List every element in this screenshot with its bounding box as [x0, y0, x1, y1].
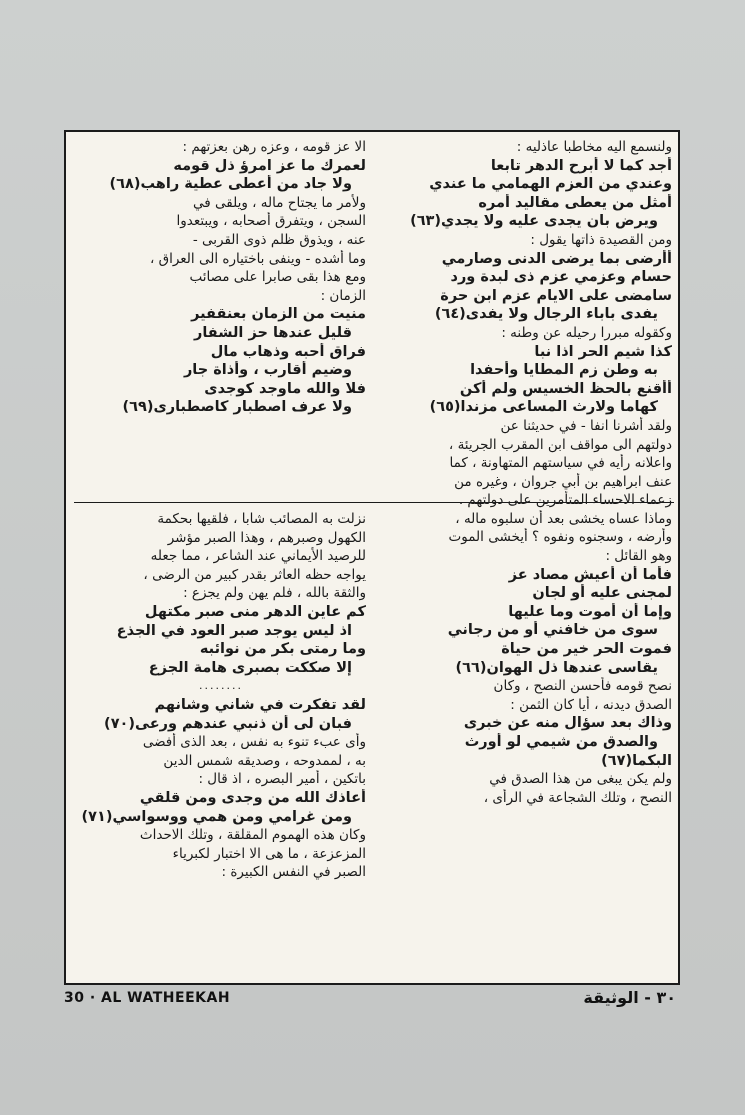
verse-line: أعاذك الله من وجدى ومن قلقي: [139, 789, 366, 806]
verse-line: ولا عرف اصطبار كاصطبارى(٦٩): [122, 399, 352, 416]
text-line: والثقة بالله ، فلم يهن ولم يجزع :: [183, 585, 366, 602]
verse-line: أجد كما لا أبرح الدهر تابعا: [490, 157, 672, 174]
text-line: واعلانه رأيه في سياستهم المتهاونة ، كما: [449, 455, 672, 472]
text-line: ولقد أشرنا انفا - في حديثنا عن: [500, 417, 672, 434]
verse-line: به وطن زم المطايا وأحفدا: [470, 362, 658, 379]
verse-line: فأما أن أعيش مصاد عز: [508, 566, 672, 583]
verse-line: وإما أن أموت وما عليها: [508, 603, 672, 620]
verse-line: يفدى باباء الرجال ولا يفدى(٦٤): [434, 306, 658, 323]
text-line: وما أشده - وينفى باختياره الى العراق ،: [149, 250, 366, 267]
text-line: ولأمر ما يجتاح ماله ، ويلقى في: [193, 194, 366, 211]
verse-line: كم عاين الدهر منى صبر مكتهل: [144, 603, 366, 620]
verse-line: حسام وعزمي عزم ذى لبدة ورد: [450, 269, 672, 286]
text-line: الصدق ديدنه ، أيا كان الثمن :: [510, 696, 672, 713]
verse-line: ويرض بان يجدى عليه ولا يجدي(٦٣): [410, 213, 658, 230]
verse-line: أمثل من يعطى مقاليد أمره: [478, 194, 672, 211]
verse-line: فلا والله ماوجد كوجدى: [204, 380, 366, 397]
text-line: به ، لممدوحه ، وصديقه شمس الدين: [163, 752, 366, 769]
text-line: عنه ، ويذوق ظلم ذوى القربى -: [192, 231, 366, 248]
footer-page-label-latin: 30 · AL WATHEEKAH: [64, 990, 231, 1006]
verse-line: لمجنى عليه أو لجان: [532, 585, 672, 602]
text-line: وأرضه ، وسجنوه ونفوه ؟ أيخشى الموت: [448, 529, 672, 546]
verse-line: اذ ليس يوجد صبر العود في الجذع: [116, 622, 352, 639]
verse-line: كذا شيم الحر اذا نبا: [534, 343, 672, 360]
text-line: عنف ابراهيم بن أبي جروان ، وغيره من: [454, 473, 672, 490]
verse-line: سوى من خافني أو من رجاني: [447, 622, 658, 639]
footer-page-label-arabic: ٣٠ - الوثيقة: [583, 988, 676, 1007]
verse-line: لقد تفكرت في شاني وشانهم: [154, 696, 366, 713]
verse-line: أأرضى بما يرضى الدنى وصارمي: [441, 250, 672, 267]
text-line: يواجه حظه العاثر بقدر كبير من الرضى ،: [143, 566, 366, 583]
text-line: نصح قومه فأحسن النصح ، وكان: [493, 678, 672, 695]
verse-line: ولا جاد من أعطى عطية راهب(٦٨): [109, 176, 352, 193]
text-line: وكقوله مبررا رحيله عن وطنه :: [501, 324, 672, 341]
text-line: زعماء الاحساء المتأمرين على دولتهم .: [458, 492, 672, 509]
verse-line: سامضى على الايام عزم ابن حرة: [440, 287, 672, 304]
text-line: المزعزعة ، ما هى الا اختبار لكبرياء: [172, 845, 366, 862]
text-line: نزلت به المصائب شابا ، فلقيها بحكمة: [157, 511, 366, 527]
ellipsis-separator: ........: [199, 679, 243, 693]
text-line: باتكين ، أمير البصره ، اذ قال :: [198, 771, 366, 788]
text-line: النصح ، وتلك الشجاعة في الرأى ،: [483, 789, 672, 806]
text-line: ومع هذا بقى صابرا على مصائب: [189, 269, 366, 286]
verse-line: البكما(٦٧): [601, 752, 672, 769]
verse-line: فموت الحر خير من حياة: [501, 641, 672, 658]
verse-line: أأقنع بالحظ الخسيس ولم أكن: [459, 380, 672, 397]
left-column-bottom: [76, 510, 366, 882]
verse-line: وذاك بعد سؤال منه عن خبرى: [463, 715, 672, 732]
verse-line: والصدق من شيمي لو أورث: [464, 734, 658, 750]
verse-line: كهاما ولارث المساعى مزندا(٦٥): [429, 399, 658, 416]
verse-line: فراق أحبه وذهاب مال: [210, 343, 366, 360]
verse-line: وضيم أقارب ، وأذاة جار: [183, 362, 352, 379]
text-line: الا عز قومه ، وعزه رهن بعزتهم :: [182, 139, 366, 155]
text-line: ولنسمع اليه مخاطبا عاذليه :: [516, 139, 672, 155]
verse-line: فبان لى أن ذنبي عندهم ورعى(٧٠): [104, 715, 352, 732]
text-line: للرصيد الأيماني عند الشاعر ، مما جعله: [150, 548, 366, 565]
text-line: ومن القصيدة ذاتها يقول :: [530, 231, 672, 248]
verse-line: منيت من الزمان بعنقفير: [191, 306, 366, 323]
text-line: وكان هذه الهموم المقلقة ، وتلك الاحداث: [139, 827, 366, 844]
verse-line: قليل عندها حز الشفار: [194, 324, 352, 341]
verse-line: لعمرك ما عز امرؤ ذل قومه: [173, 157, 366, 174]
verse-line: ومن غرامي ومن همي ووسواسي(٧١): [81, 808, 352, 825]
text-line: الصبر في النفس الكبيرة :: [221, 864, 366, 881]
verse-line: وعندي من العزم الهمامي ما عندي: [429, 176, 672, 193]
text-line: وماذا عساه يخشى بعد أن سلبوه ماله ،: [455, 510, 672, 527]
text-line: وأى عبء تنوء به نفس ، بعد الذى أفضى: [142, 734, 366, 751]
verse-line: يقاسى عندها ذل الهوان(٦٦): [455, 659, 658, 676]
page-footer: [64, 988, 680, 1012]
text-line: الكهول وصبرهم ، وهذا الصبر مؤشر: [167, 529, 366, 546]
section-divider: [74, 502, 674, 503]
right-column: [382, 138, 672, 807]
text-line: ولم يكن يبغى من هذا الصدق في: [489, 771, 672, 788]
text-line: دولتهم الى مواقف ابن المقرب الجريئة ،: [448, 436, 672, 453]
text-line: السجن ، ويتفرق أصحابه ، ويبتعدوا: [176, 213, 366, 230]
left-column-top: [76, 138, 366, 417]
text-line: الزمان :: [320, 287, 366, 304]
text-line: وهو القائل :: [605, 548, 672, 565]
verse-line: إلا صككت بصبرى هامة الجزع: [148, 659, 352, 676]
verse-line: وما رمتى بكر من نوائبه: [199, 641, 366, 658]
text-frame: [64, 130, 680, 985]
